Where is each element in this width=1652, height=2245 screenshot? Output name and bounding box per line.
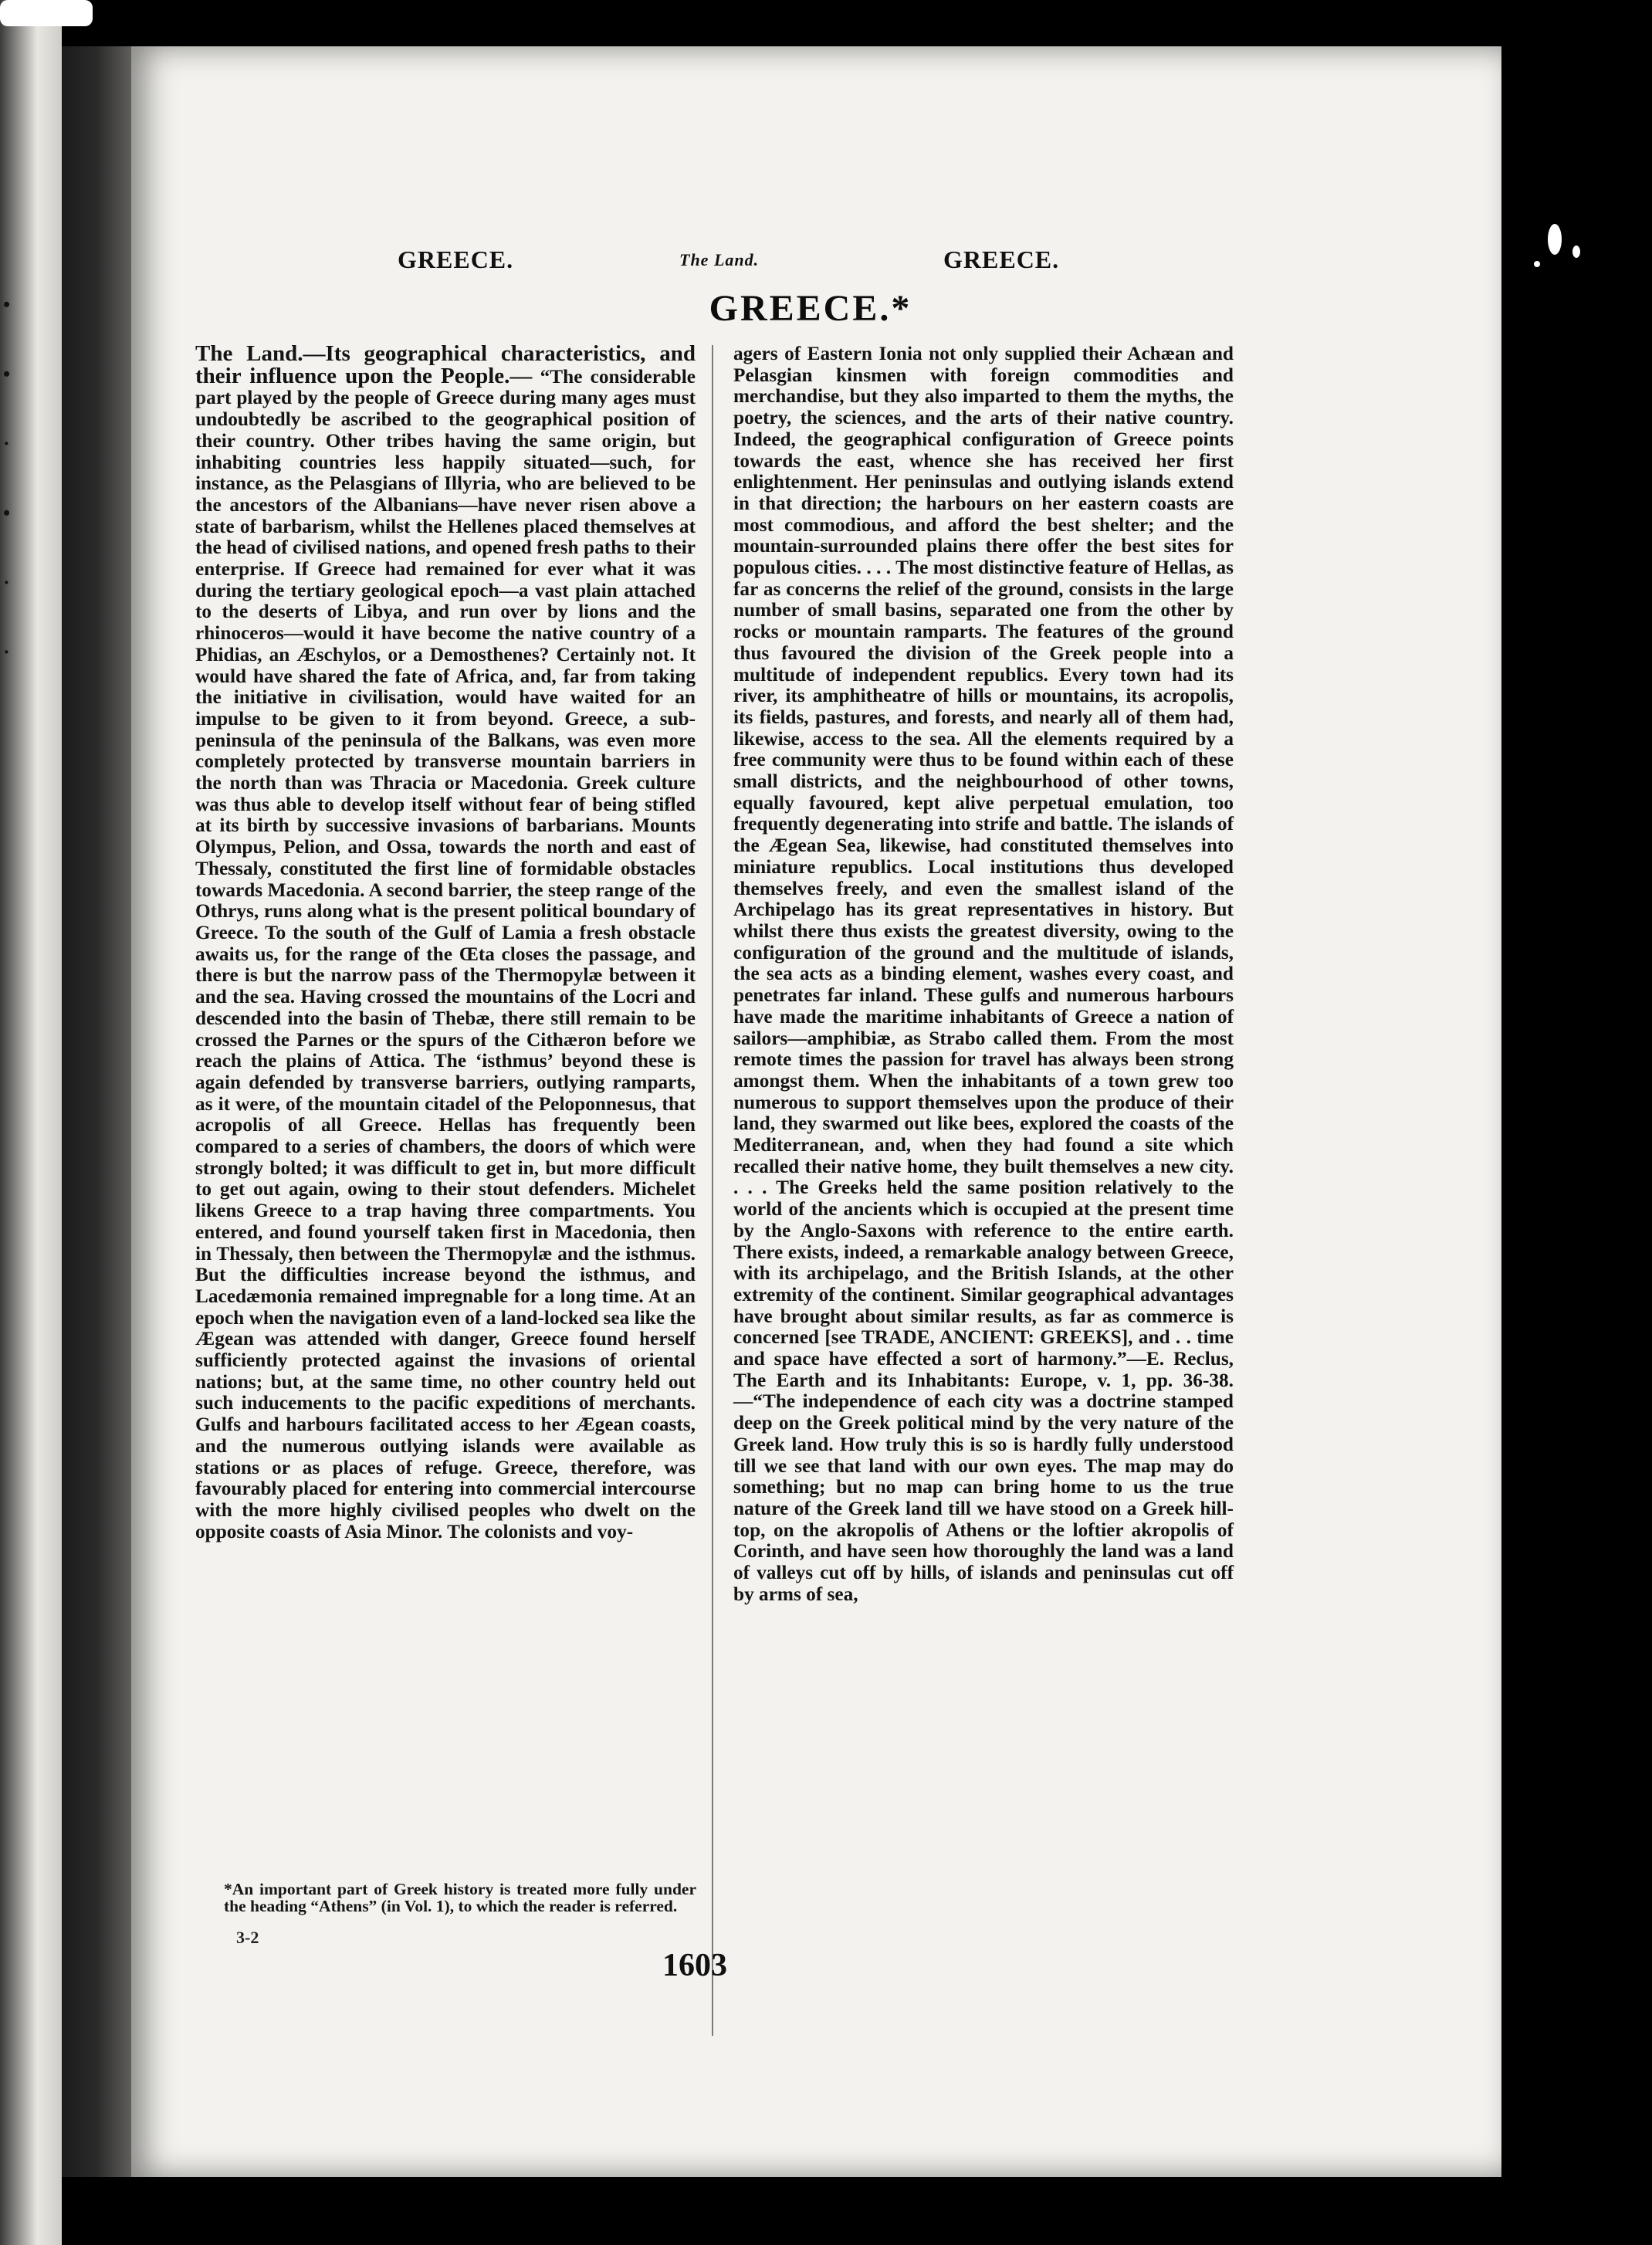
facing-page-fragments: • • · • · · (3, 293, 11, 663)
running-head-right: GREECE. (943, 245, 1060, 273)
left-column-text: “The considerable part played by the people of Greece during many ages must undoubtedly be ascribed to the geographical position of their country. Other tribes having the same origin, but inhabiting countries less happily situated—such, for instance, as the Pelasgians of Illyria, who are believed to be the ancestors of the Albanians—have never risen above a state of barbarism, whilst the Hellenes placed themselves at the head of civilised nations, and opened fresh paths to their enterprise. If Greece had remained for ever what it was during the tertiary geological epoch—a vast plain attached to the deserts of Libya, and run over by lions and the rhinoceros—would it have become the native country of a Phidias, an Æschylos, or a Demosthenes? Certainly not. It would have shared the fate of Africa, and, far from taking the initiative in civilisation, would have waited for an impulse to be given to it from beyond. Greece, a sub-peninsula of the peninsula of the Balkans, was even more completely protected by transverse mountain barriers in the north than was Thracia or Macedonia. Greek culture was thus able to develop itself without fear of being stifled at its birth by successive invasions of barbarians. Mounts Olympus, Pelion, and Ossa, towards the north and east of Thessaly, constituted the first line of formidable obstacles towards Macedonia. A second barrier, the steep range of the Othrys, runs along what is the present political boundary of Greece. To the south of the Gulf of Lamia a fresh obstacle awaits us, for the range of the Œta closes the passage, and there is but the narrow pass of the Thermopylæ between it and the sea. Having crossed the mountains of the Locri and descended into the basin of Thebæ, there still remain to be crossed the Parnes or the spurs of the Cithæron before we reach the plains of Attica. The ‘isthmus’ beyond these is again defended by transverse barriers, outlying ramparts, as it were, of the mountain citadel of the Peloponnesus, that acropolis of all Greece. Hellas has frequently been compared to a series of chambers, the doors of which were strongly bolted; it was difficult to get in, but more difficult to get out again, owing to their stout defenders. Michelet likens Greece to a trap having three compartments. You entered, and found yourself taken first in Macedonia, then in Thessaly, then between the Thermopylæ and the isthmus. But the difficulties increase beyond the isthmus, and Lacedæmonia remained impregnable for a long time. At an epoch when the navigation even of a land-locked sea like the Ægean was attended with danger, Greece found herself sufficiently protected against the invasions of oriental nations; but, at the same time, no other country held out such inducements to the pacific expeditions of merchants. Gulfs and harbours facilitated access to her Ægean coasts, and the numerous outlying islands were available as stations or as places of refuge. Greece, therefore, was favourably placed for entering into commercial intercourse with the more highly civilised peoples who dwelt on the opposite coasts of Asia Minor. The colonists and voy- (195, 365, 696, 1542)
page-title-text: GREECE.* (709, 288, 912, 329)
dust-speck (1572, 245, 1580, 258)
right-column-text: agers of Eastern Ionia not only supplied their Achæan and Pelasgian kinsmen with foreign commodities and merchandise, but they also imparted to them the myths, the poetry, the sciences, and the arts of their native country. Indeed, the geographical configuration of Greece points towards the east, whence she has received her first enlightenment. Her peninsulas and outlying islands extend in that direction; the harbours on her eastern coasts are most commodious, and afford the best shelter; and the mountain-surrounded plains there offer the best sites for populous cities. . . . The most distinctive feature of Hellas, as far as concerns the relief of the ground, consists in the large number of small basins, separated one from the other by rocks or mountain ramparts. The features of the ground thus favoured the division of the Greek people into a multitude of independent republics. Every town had its river, its amphitheatre of hills or mountains, its acropolis, its fields, pastures, and forests, and nearly all of them had, likewise, access to the sea. All the elements required by a free community were thus to be found within each of these small districts, and the neighbourhood of other towns, equally favoured, kept alive perpetual emulation, too frequently degenerating into strife and battle. The islands of the Ægean Sea, likewise, had constituted themselves into miniature republics. Local institutions thus developed themselves freely, and even the smallest island of the Archipelago has its great representatives in history. But whilst there thus exists the greatest diversity, owing to the configuration of the ground and the multitude of islands, the sea acts as a binding element, washes every coast, and penetrates far inland. These gulfs and numerous harbours have made the maritime inhabitants of Greece a nation of sailors—amphibiæ, as Strabo called them. From the most remote times the passion for travel has always been strong amongst them. When the inhabitants of a town grew too numerous to support themselves upon the produce of their land, they swarmed out like bees, explored the coasts of the Mediterranean, and, when they had found a site which recalled their native home, they built themselves a new city. . . . The Greeks held the same position relatively to the world of the ancients which is occupied at the present time by the Anglo-Saxons with reference to the entire earth. There exists, indeed, a remarkable analogy between Greece, with its archipelago, and the British Islands, at the other extremity of the continent. Similar geographical advantages have brought about similar results, as far as commerce is concerned [see TRADE, ANCIENT: GREEKS], and . . time and space have effected a sort of harmony.”—E. Reclus, The Earth and its Inhabitants: Europe, v. 1, pp. 36-38.—“The independence of each city was a doctrine stamped deep on the Greek political mind by the very nature of the Greek land. How truly this is so is hardly fully understood till we see that land with our own eyes. The map may do something; but no map can bring home to us the true nature of the Greek land till we have stood on a Greek hill-top, on the akropolis of Athens or the loftier akropolis of Corinth, and have seen how thoroughly the land was a land of valleys cut off by hills, of islands and peninsulas cut off by arms of sea, (733, 343, 1234, 1605)
page-number: 1603 (662, 1948, 727, 1983)
right-column (733, 344, 1234, 1605)
printer-signature: 3-2 (236, 1928, 259, 1947)
footnote: *An important part of Greek history is treated more fully under the heading “Athens” (in Vol. 1), to which the reader is referred. (224, 1880, 696, 1915)
running-head-left: GREECE. (398, 245, 514, 273)
dust-speck (1548, 224, 1562, 255)
article-body-left (195, 341, 696, 1542)
facing-page-edge (0, 0, 62, 2245)
dust-speck (1534, 261, 1540, 267)
section-subhead: The Land.—Its geographical characteristics, and their influence upon the People.— (195, 341, 696, 388)
scan-border (1501, 0, 1652, 2245)
left-column (195, 341, 696, 1542)
running-head-center: The Land. (679, 250, 760, 269)
page-title (0, 287, 1652, 330)
column-divider (712, 345, 713, 2036)
dust-speck (0, 0, 93, 26)
